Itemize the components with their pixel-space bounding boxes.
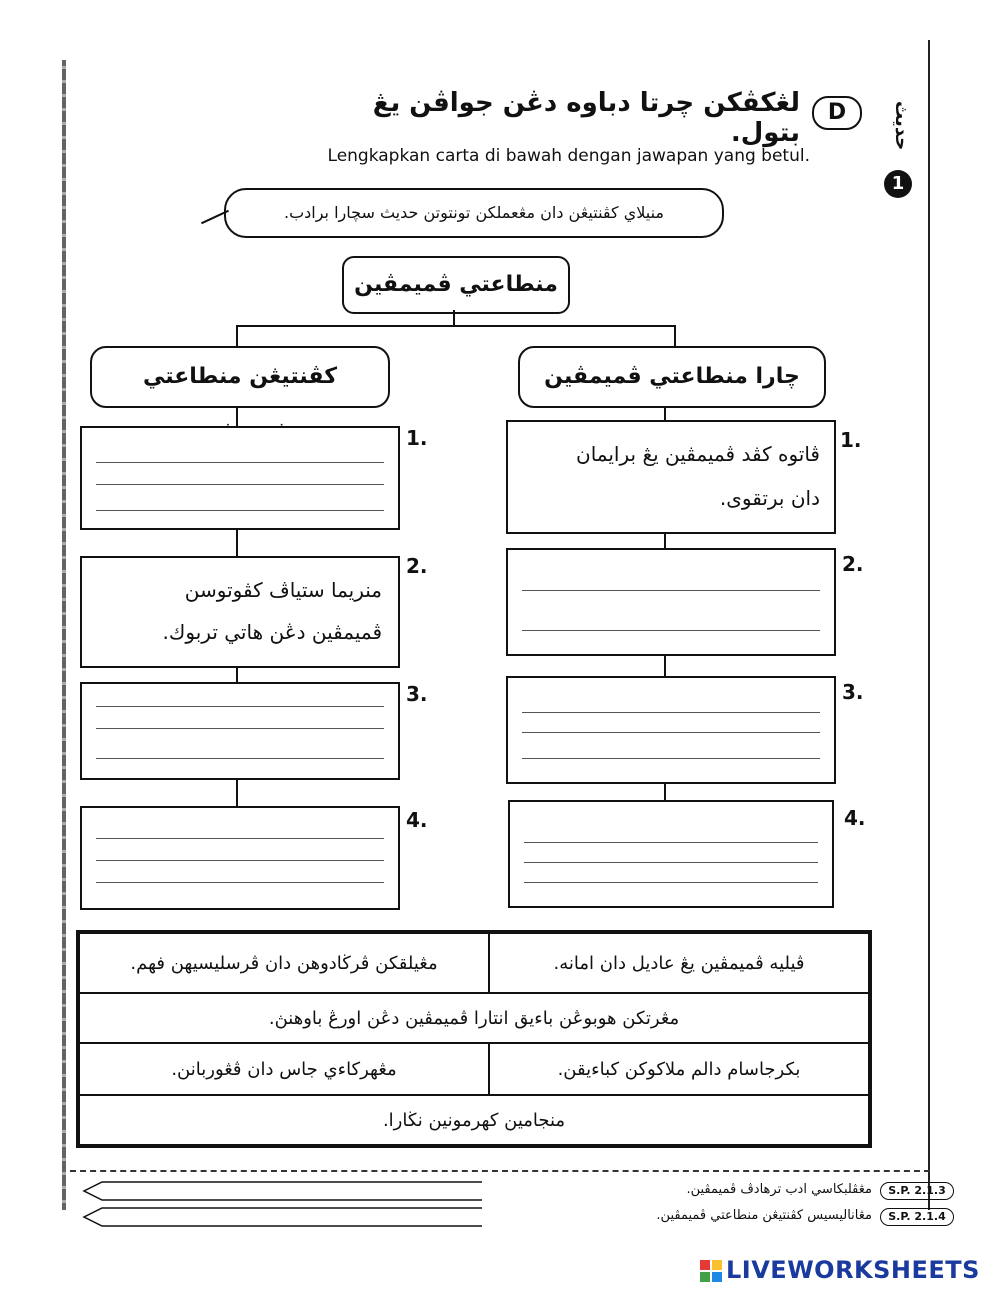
connector-horizontal [236,325,676,327]
right-item-number-3: 3. [842,680,864,704]
section-number-badge: 1 [884,170,912,198]
right-item-1-line-1: ڤاتوه كڤد ڤميمڤين يڠ برايمان [576,442,820,466]
answer-line [522,712,820,713]
answer-line [96,758,384,759]
right-answer-box-3[interactable] [506,676,836,784]
right-answer-box-1 [506,420,836,534]
brand-name: LIVEWORKSHEETS [726,1256,980,1284]
left-answer-box-1[interactable] [80,426,400,530]
answer-line [522,590,820,591]
right-branch-title: چارا منطاعتي ڤميمڤين [518,346,826,408]
answer-bank-option[interactable]: مڠيلقكن ڤرڬادوهن دان ڤرسليسيهن فهم. [79,933,489,993]
answer-line [96,838,384,839]
answer-bank-option[interactable]: ڤيليه ڤميمڤين يڠ عاديل دان امانه. [489,933,869,993]
standard-text-1: مڠڤلبكاسي ادب ترهادڤ ڤميمڤين. [686,1182,872,1197]
answer-bank-table [76,930,872,1148]
standard-code-badge-1: S.P. 2.1.3 [880,1182,954,1200]
answer-line [522,732,820,733]
left-item-number-3: 3. [406,682,428,706]
left-answer-box-2 [80,556,400,668]
instruction-title-jawi: لڠكڤكن چرتا دباوه دڠن جواڤن يڠ بتول. [372,88,800,148]
standard-row-2 [82,1206,946,1228]
left-item-number-2: 2. [406,554,428,578]
answer-line [96,510,384,511]
answer-line [96,728,384,729]
left-answer-box-3[interactable] [80,682,400,780]
answer-bank-option[interactable]: مڠهركاءي جاس دان ڤڠوربانن. [79,1043,489,1095]
answer-line [524,862,818,863]
answer-line [96,860,384,861]
liveworksheets-logo [700,1256,1000,1286]
standard-row-1 [82,1180,946,1202]
connector-root-down [453,310,455,326]
left-item-2-line-1: منريما ستياڤ كڤوتوسن [184,578,382,602]
left-branch-title: كڤنتيڠن منطاعتي [90,346,390,408]
chart-root-node: منطاعتي ڤميمڤين [342,256,570,314]
right-answer-box-4[interactable] [508,800,834,908]
learning-objective-bubble: منيلاي كڤنتيڠن دان مڠعملكن تونتوتن حديث سچارا برادب. [224,188,724,238]
answer-bank-option[interactable]: مڠرتكن هوبوڠن باءيق انتارا ڤميمڤين دڠن اورڠ باوهنڽ. [79,993,869,1043]
left-item-2-line-2: ڤميمڤين دڠن هاتي تربوك. [162,620,382,644]
answer-line [96,484,384,485]
page-right-edge [928,40,930,1210]
arrow-chevron-icon [82,1206,482,1228]
standard-text-2: مڠاناليسيس كڤنتيڠن منطاعتي ڤميمڤين. [656,1208,872,1223]
arrow-chevron-icon [82,1180,482,1202]
footer-dashed-line [70,1170,930,1172]
answer-bank-option[interactable]: منجامين كهرمونين نڬارا. [79,1095,869,1145]
right-answer-box-2[interactable] [506,548,836,656]
standard-code-badge-2: S.P. 2.1.4 [880,1208,954,1226]
right-item-number-1: 1. [840,428,862,452]
answer-line [522,630,820,631]
answer-line [524,882,818,883]
section-tab-label: حديث [891,101,912,151]
answer-bank-option[interactable]: بكرجاسام دالم ملاكوكن كباءيقن. [489,1043,869,1095]
answer-line [522,758,820,759]
right-item-1-line-2: دان برتقوى. [719,486,820,510]
answer-line [96,462,384,463]
answer-line [524,842,818,843]
liveworksheets-mark-icon [700,1260,722,1282]
answer-line [96,882,384,883]
connector-left-down [236,325,238,347]
instruction-subtitle: Lengkapkan carta di bawah dengan jawapan yang betul. [327,146,810,166]
right-item-number-2: 2. [842,552,864,576]
section-letter-badge: D [812,96,862,130]
right-item-number-4: 4. [844,806,866,830]
page-left-edge [62,60,66,1210]
left-item-number-4: 4. [406,808,428,832]
connector-right-down [674,325,676,347]
answer-line [96,706,384,707]
left-item-number-1: 1. [406,426,428,450]
left-answer-box-4[interactable] [80,806,400,910]
